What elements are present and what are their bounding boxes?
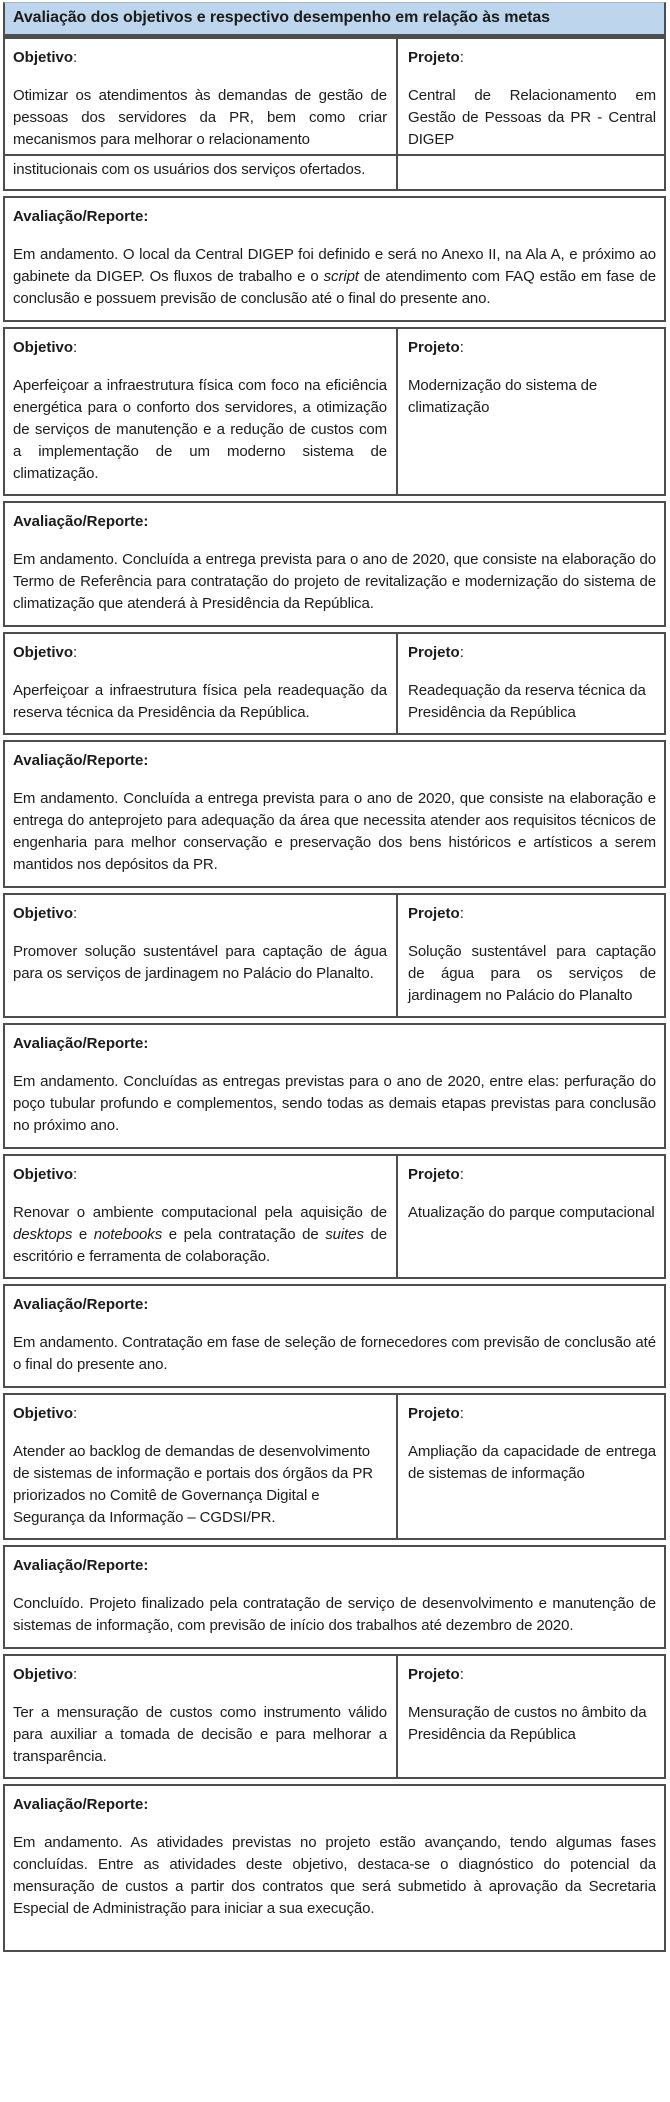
section-1-avaliacao: [3, 196, 666, 322]
section-4-objective-project: [3, 893, 666, 1018]
document-title: Avaliação dos objetivos e respectivo desempenho em relação às metas: [13, 9, 550, 26]
avaliacao-label: Avaliação/Reporte:: [13, 1796, 149, 1813]
projeto-text: Mensuração de custos no âmbito da Presidência da República: [408, 1704, 647, 1743]
projeto-label: Projeto:: [408, 1405, 464, 1422]
objetivo-text: Aperfeiçoar a infraestrutura física pela readequação da reserva técnica da Presidência da República.: [13, 682, 387, 721]
avaliacao-label: Avaliação/Reporte:: [13, 1557, 149, 1574]
projeto-cell: [398, 39, 664, 154]
objective-project-row: [5, 895, 664, 1016]
objective-project-row: [5, 39, 664, 154]
objective-project-row: [5, 1395, 664, 1538]
objetivo-cell: [5, 1156, 398, 1277]
objetivo-cell: [5, 1395, 398, 1538]
avaliacao-text: Em andamento. Contratação em fase de seleção de fornecedores com previsão de conclusão até o final do presente ano.: [13, 1334, 656, 1373]
avaliacao-text: Em andamento. Concluída a entrega prevista para o ano de 2020, que consiste na elaboração do Termo de Referência para contratação do projeto de revitalização e modernização do sistema de climatização que atenderá à Presidência da República.: [13, 551, 656, 612]
projeto-text: Readequação da reserva técnica da Presidência da República: [408, 682, 646, 721]
objetivo-text: Renovar o ambiente computacional pela aquisição de desktops e notebooks e pela contratação de suites de escritório e ferramenta de colaboração.: [13, 1204, 387, 1265]
projeto-label: Projeto:: [408, 49, 464, 66]
projeto-cell: [398, 895, 664, 1016]
objective-project-row: [5, 1156, 664, 1277]
objetivo-label: Objetivo:: [13, 49, 78, 66]
objetivo-cell: [5, 39, 398, 154]
projeto-text: Central de Relacionamento em Gestão de Pessoas da PR - Central DIGEP: [408, 87, 656, 148]
objetivo-cell: [5, 329, 398, 494]
section-2-objective-project: [3, 327, 666, 496]
title-bar: [3, 2, 666, 37]
projeto-text: Atualização do parque computacional: [408, 1204, 655, 1221]
section-5-objective-project: [3, 1154, 666, 1279]
avaliacao-text: Em andamento. As atividades previstas no projeto estão avançando, tendo algumas fases concluídas. Entre as atividades deste objetivo, destaca-se o diagnóstico do potencial da mensuração de custos a partir dos contratos que será submetido à aprovação da Secretaria Especial de Administração para iniciar a sua execução.: [13, 1834, 656, 1917]
avaliacao-label: Avaliação/Reporte:: [13, 1035, 149, 1052]
objetivo-continuation-row: [5, 154, 664, 189]
section-3-avaliacao: [3, 740, 666, 888]
section-1-objective-project: [3, 37, 666, 191]
section-6-avaliacao: [3, 1545, 666, 1649]
objetivo-continuation-cell: [5, 156, 398, 189]
avaliacao-label: Avaliação/Reporte:: [13, 208, 149, 225]
objetivo-label: Objetivo:: [13, 1166, 78, 1183]
objetivo-cell: [5, 634, 398, 733]
projeto-label: Projeto:: [408, 1666, 464, 1683]
objetivo-text: Otimizar os atendimentos às demandas de gestão de pessoas dos servidores da PR, bem como criar mecanismos para melhorar o relacionamento: [13, 87, 387, 148]
projeto-cell: [398, 1395, 664, 1538]
projeto-cell: [398, 329, 664, 494]
objective-project-row: [5, 634, 664, 733]
objetivo-label: Objetivo:: [13, 905, 78, 922]
section-2-avaliacao: [3, 501, 666, 627]
section-5-avaliacao: [3, 1284, 666, 1388]
objetivo-label: Objetivo:: [13, 1666, 78, 1683]
objetivo-cell: [5, 895, 398, 1016]
avaliacao-label: Avaliação/Reporte:: [13, 752, 149, 769]
projeto-cell: [398, 1656, 664, 1777]
objetivo-label: Objetivo:: [13, 1405, 78, 1422]
projeto-cell: [398, 1156, 664, 1277]
projeto-label: Projeto:: [408, 644, 464, 661]
objective-project-row: [5, 329, 664, 494]
objetivo-text: Promover solução sustentável para captação de água para os serviços de jardinagem no Palácio do Planalto.: [13, 943, 387, 982]
section-7-objective-project: [3, 1654, 666, 1779]
objetivo-label: Objetivo:: [13, 644, 78, 661]
section-4-avaliacao: [3, 1023, 666, 1149]
objective-project-row: [5, 1656, 664, 1777]
projeto-text: Ampliação da capacidade de entrega de sistemas de informação: [408, 1443, 656, 1482]
projeto-text: Modernização do sistema de climatização: [408, 377, 598, 416]
objetivo-continuation-text: institucionais com os usuários dos serviços ofertados.: [13, 161, 366, 178]
projeto-label: Projeto:: [408, 339, 464, 356]
projeto-label: Projeto:: [408, 905, 464, 922]
projeto-text: Solução sustentável para captação de água para os serviços de jardinagem no Palácio do Planalto: [408, 943, 656, 1004]
avaliacao-label: Avaliação/Reporte:: [13, 513, 149, 530]
objetivo-label: Objetivo:: [13, 339, 78, 356]
avaliacao-text: Em andamento. O local da Central DIGEP foi definido e será no Anexo II, na Ala A, e próximo ao gabinete da DIGEP. Os fluxos de trabalho e o script de atendimento com FAQ estão em fase de conclusão e possuem previsão de conclusão até o final do presente ano.: [13, 246, 656, 307]
avaliacao-text: Em andamento. Concluída a entrega prevista para o ano de 2020, que consiste na elaboração e entrega do anteprojeto para adequação da área que necessita atender aos requisitos técnicos de engenharia para melhor conservação e preservação dos bens históricos e artísticos a serem mantidos nos depósitos da PR.: [13, 790, 656, 873]
avaliacao-text: Concluído. Projeto finalizado pela contratação de serviço de desenvolvimento e manutenção de sistemas de informação, com previsão de início dos trabalhos até dezembro de 2020.: [13, 1595, 656, 1634]
avaliacao-label: Avaliação/Reporte:: [13, 1296, 149, 1313]
avaliacao-text: Em andamento. Concluídas as entregas previstas para o ano de 2020, entre elas: perfuração do poço tubular profundo e complementos, sendo todas as demais etapas previstas para conclusão no próximo ano.: [13, 1073, 656, 1134]
projeto-cell: [398, 634, 664, 733]
projeto-label: Projeto:: [408, 1166, 464, 1183]
section-7-avaliacao: [3, 1784, 666, 1952]
section-6-objective-project: [3, 1393, 666, 1540]
section-3-objective-project: [3, 632, 666, 735]
objetivo-text: Aperfeiçoar a infraestrutura física com foco na eficiência energética para o conforto dos servidores, a otimização de serviços de manutenção e a redução de custos com a implementação de um moderno sistema de climatização.: [13, 377, 387, 482]
empty-cell: [398, 156, 664, 189]
objetivo-text: Atender ao backlog de demandas de desenvolvimento de sistemas de informação e portais dos órgãos da PR priorizados no Comitê de Governança Digital e Segurança da Informação – CGDSI/PR.: [13, 1443, 373, 1526]
objetivo-text: Ter a mensuração de custos como instrumento válido para auxiliar a tomada de decisão e para melhorar a transparência.: [13, 1704, 387, 1765]
objetivo-cell: [5, 1656, 398, 1777]
